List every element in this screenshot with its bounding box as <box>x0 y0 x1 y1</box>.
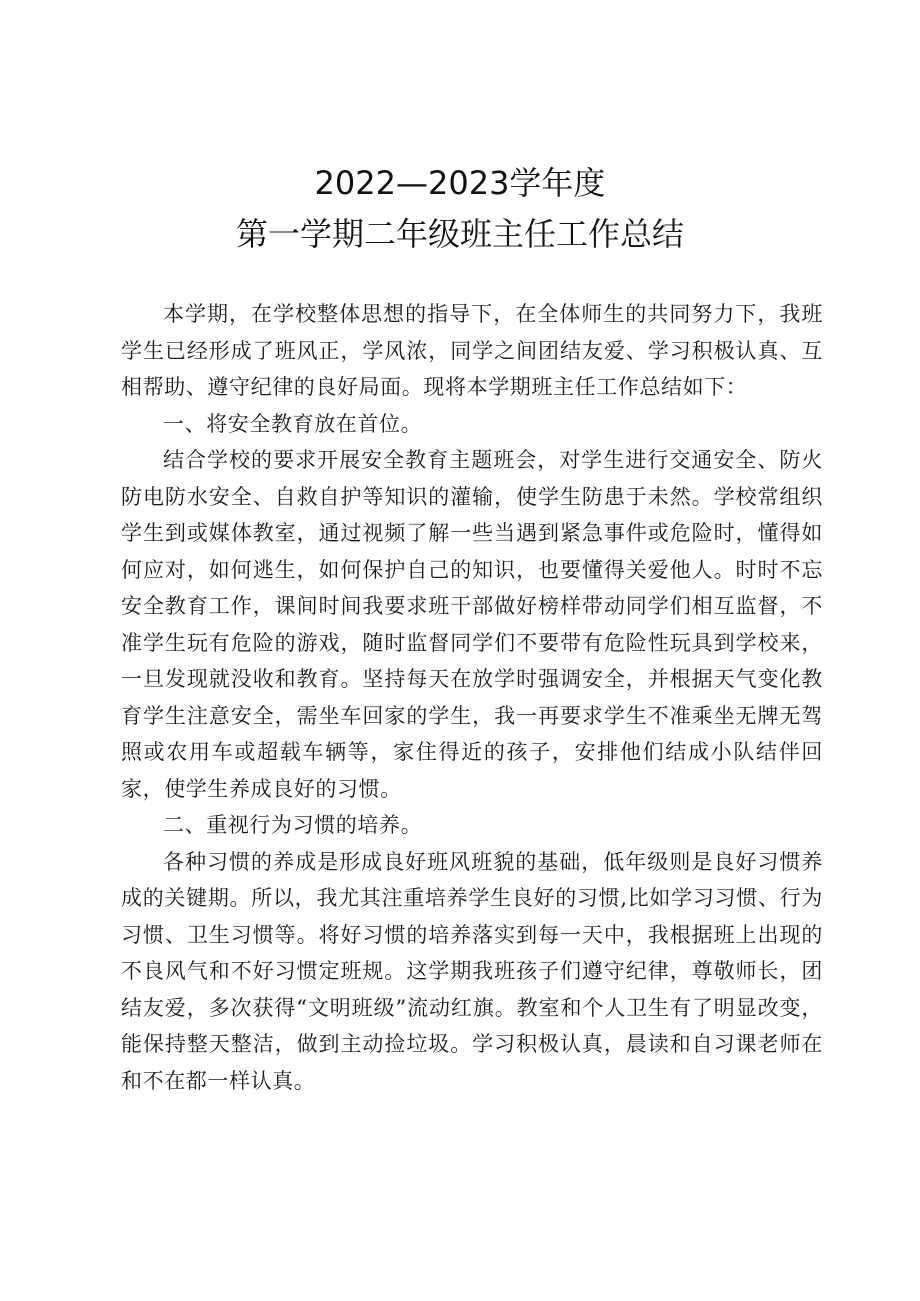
section-body-1: 结合学校的要求开展安全教育主题班会，对学生进行交通安全、防火防电防水安全、自救自护等知识的灌输，使学生防患于未然。学校常组织学生到或媒体教室，通过视频了解一些当遇到紧急事件或危险时，懂得如何应对，如何逃生，如何保护自己的知识，也要懂得关爱他人。时时不忘安全教育工作，课间时间我要求班干部做好榜样带动同学们相互监督，不准学生玩有危险的游戏，随时监督同学们不要带有危险性玩具到学校来，一旦发现就没收和教育。坚持每天在放学时强调安全，并根据天气变化教育学生注意安全，需坐车回家的学生，我一再要求学生不准乘坐无牌无驾照或农用车或超载车辆等，家住得近的孩子，安排他们结成小队结伴回家，使学生养成良好的习惯。 <box>121 448 823 801</box>
section-heading-2: 二、重视行为习惯的培养。 <box>163 813 423 837</box>
section-heading-1: 一、将安全教育放在首位。 <box>163 411 423 436</box>
section-body-2: 各种习惯的养成是形成良好班风班貌的基础，低年级则是良好习惯养成的关键期。所以，我尤其注重培养学生良好的习惯,比如学习习惯、行为习惯、卫生习惯等。将好习惯的培养落实到每一天中，我根据班上出现的不良风气和不好习惯定班规。这学期我班孩子们遵守纪律，尊敬师长，团结友爱，多次获得“文明班级”流动红旗。教室和个人卫生有了明显改变，能保持整天整洁，做到主动捡垃圾。学习积极认真，晨读和自习课老师在和不在都一样认真。 <box>121 849 823 1093</box>
document-title-line1: 2022—2023学年度 <box>314 164 606 202</box>
document-body <box>121 296 823 1099</box>
document-title-line2: 第一学期二年级班主任工作总结 <box>235 215 684 253</box>
intro-paragraph: 本学期，在学校整体思想的指导下，在全体师生的共同努力下，我班学生已经形成了班风正，学风浓，同学之间团结友爱、学习积极认真、互相帮助、遵守纪律的良好局面。现将本学期班主任工作总结如下： <box>121 302 823 399</box>
